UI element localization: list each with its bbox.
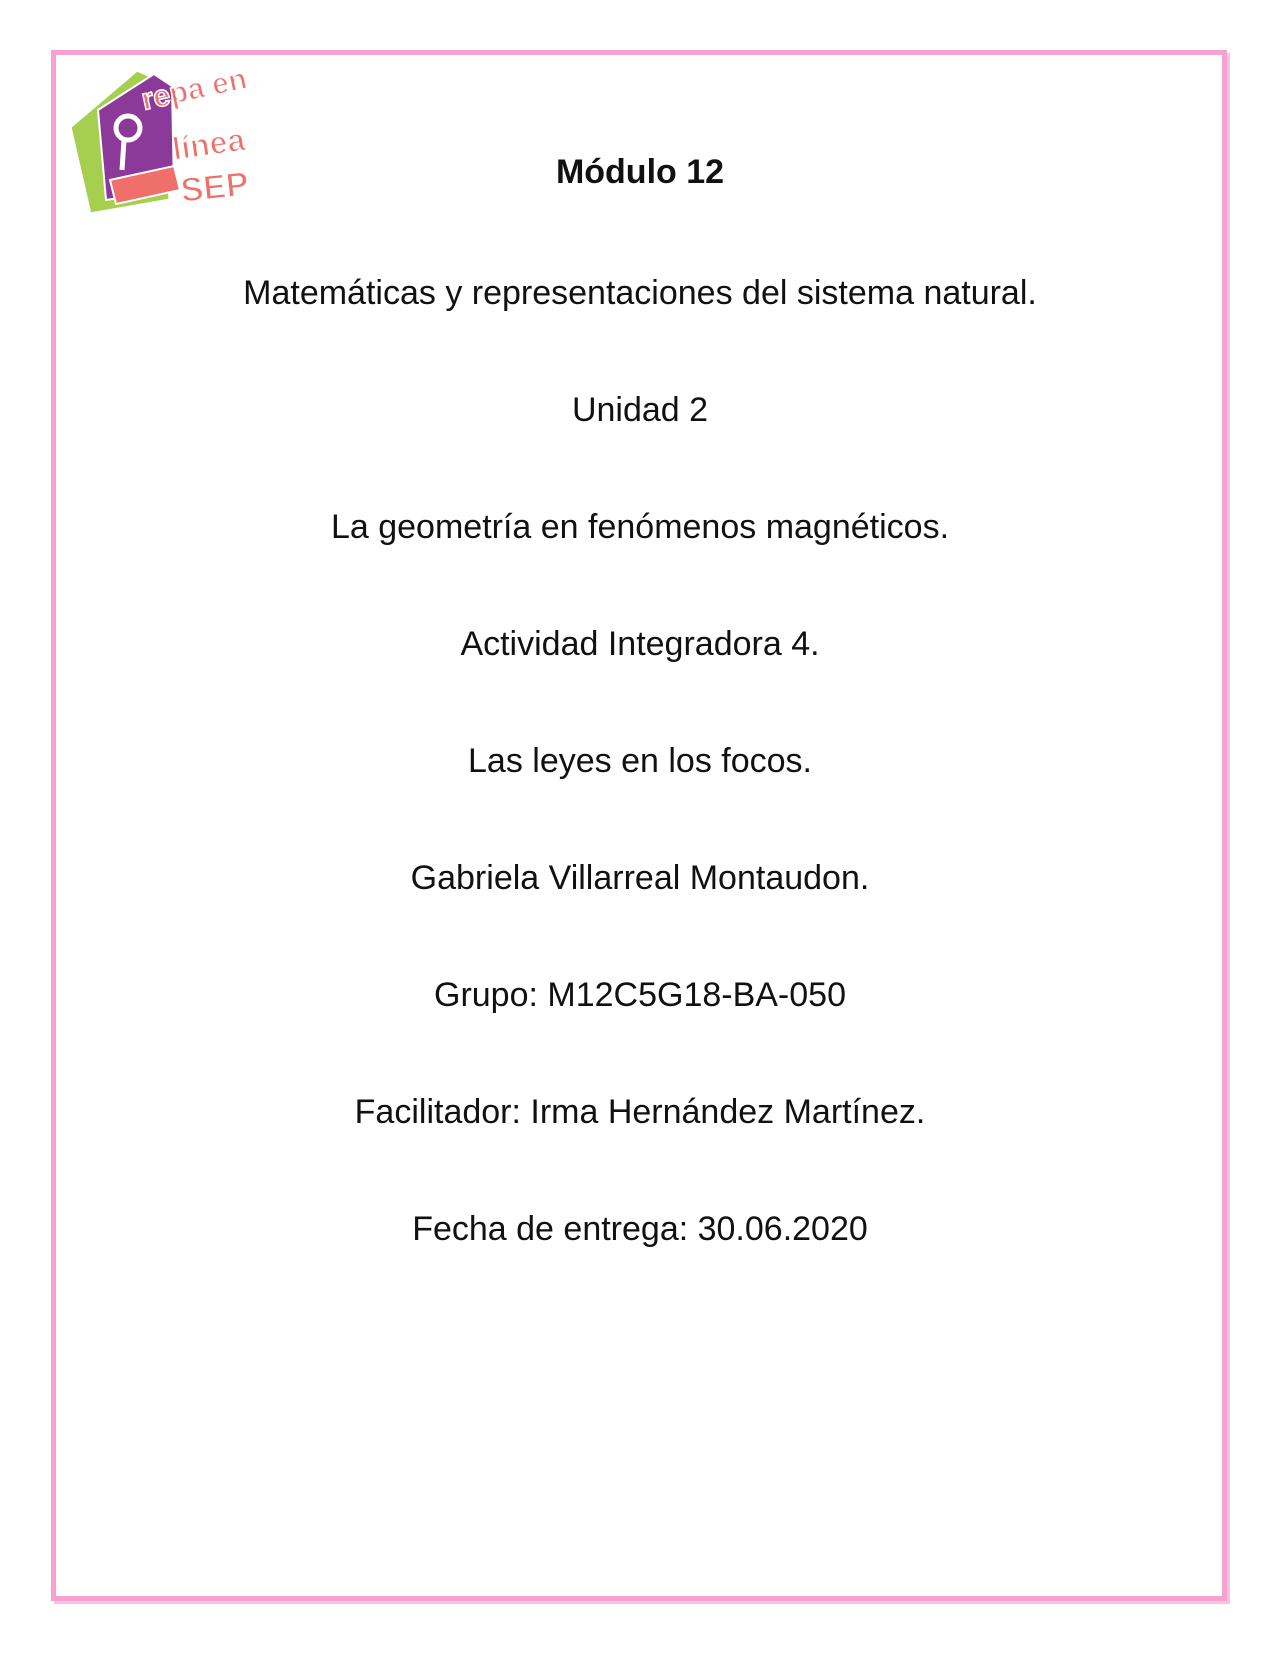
subject-name: Matemáticas y representaciones del sistema natural. <box>243 274 1037 312</box>
unit-label: Unidad 2 <box>571 391 709 429</box>
group-label: Grupo: M12C5G18-BA-050 <box>434 976 846 1014</box>
due-date-label: Fecha de entrega: 30.06.2020 <box>412 1210 868 1248</box>
logo-text-line3: SEP <box>178 165 251 210</box>
activity-label: Actividad Integradora 4. <box>460 625 820 663</box>
logo-text-line2: línea <box>169 121 248 167</box>
topic-label: La geometría en fenómenos magnéticos. <box>330 508 950 546</box>
facilitator-label: Facilitador: Irma Hernández Martínez. <box>354 1093 926 1131</box>
logo-text-line1: repa en <box>138 62 250 117</box>
module-title: Módulo 12 <box>555 153 725 191</box>
activity-title: Las leyes en los focos. <box>468 742 812 780</box>
prepa-en-linea-logo <box>62 62 270 224</box>
student-name: Gabriela Villarreal Montaudon. <box>410 859 870 897</box>
